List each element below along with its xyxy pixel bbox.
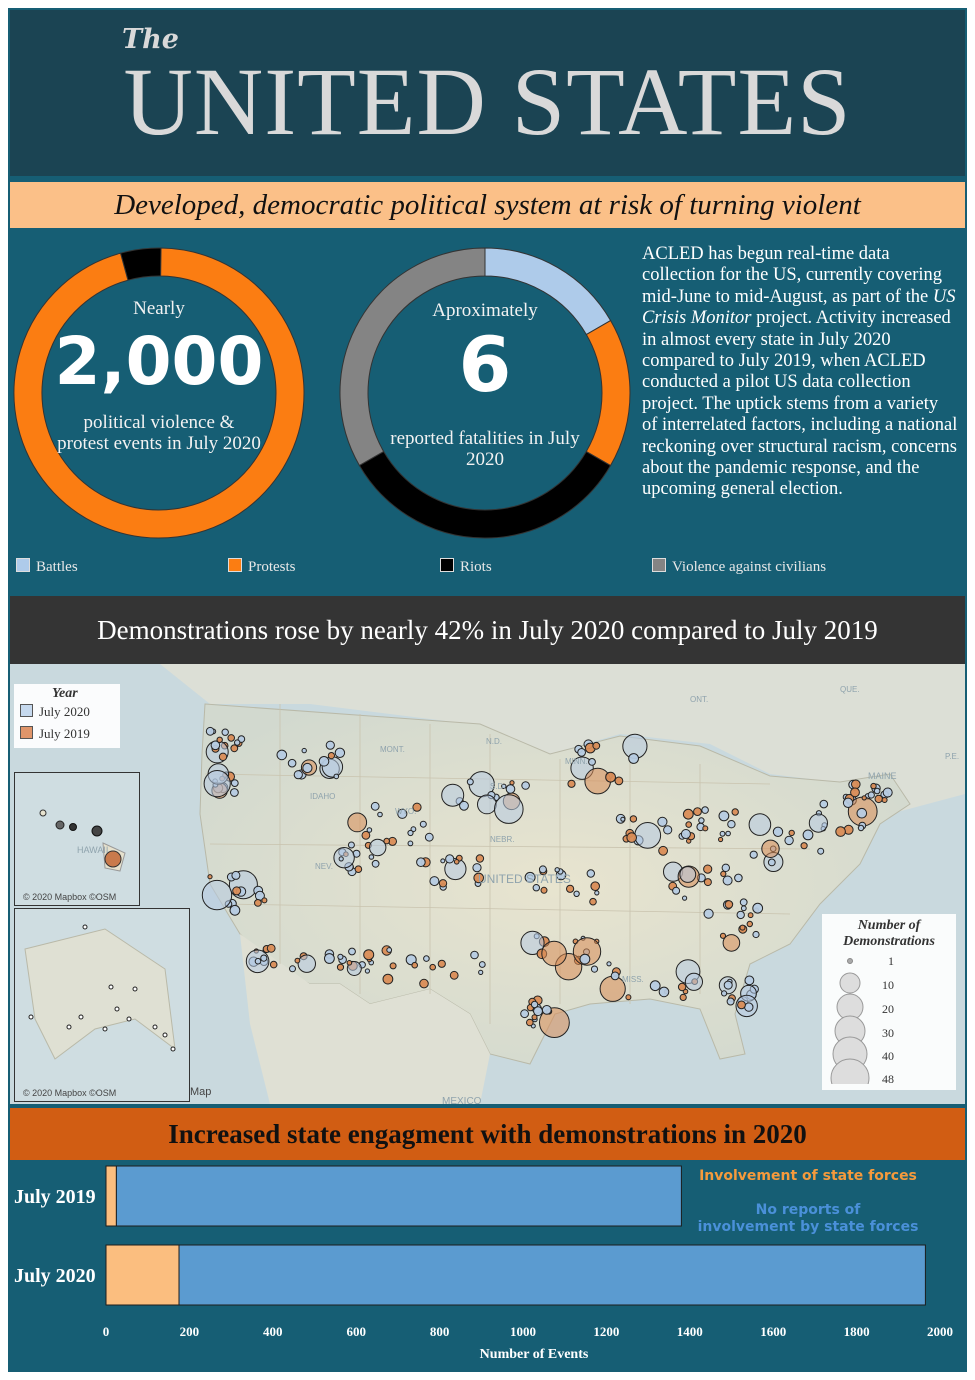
demonstration-marker — [334, 848, 354, 868]
demonstration-marker — [589, 759, 596, 766]
title-banner — [10, 10, 965, 176]
demonstration-marker — [681, 830, 690, 839]
demonstration-marker — [471, 951, 479, 959]
demonstration-marker — [683, 896, 687, 900]
legend-swatch — [16, 558, 30, 572]
demonstration-marker — [745, 1003, 753, 1011]
demonstration-marker — [740, 899, 747, 906]
demonstration-marker — [506, 785, 515, 794]
hawaii-inset[interactable] — [14, 772, 140, 906]
year-legend-title: Year — [52, 686, 78, 701]
demonstration-marker — [704, 879, 711, 886]
demonstration-marker — [510, 781, 514, 785]
demonstration-marker — [233, 887, 241, 895]
legend-riots — [440, 558, 492, 578]
demonstration-marker — [362, 831, 370, 839]
demonstration-marker — [438, 960, 445, 967]
demonstration-marker — [255, 958, 261, 964]
demonstration-marker — [231, 780, 238, 787]
alaska-inset-map — [15, 909, 189, 1101]
legend-violence — [652, 558, 826, 578]
demonstration-marker — [801, 843, 807, 849]
demonstration-marker — [326, 741, 334, 749]
demonstration-marker — [678, 983, 685, 990]
demonstration-marker — [348, 813, 367, 832]
place-label-maine: MAINE — [868, 771, 897, 781]
demonstration-marker — [277, 750, 287, 760]
demonstration-marker — [372, 860, 379, 867]
description-part-2: project. Activity increased in almost every state in July 2020 compared to July 2019, when ACLED conducted a pilot US data collection project. The uptick stems from a variety of interrelated factors, including a national reckoning over structural racism, concerns about the pandemic response, and the upcoming general election. — [642, 308, 958, 500]
description-paragraph — [642, 244, 958, 501]
demonstration-marker — [338, 954, 343, 959]
place-label-minn: MINN. — [565, 757, 588, 766]
demonstration-marker — [606, 772, 616, 782]
demonstration-marker — [441, 859, 445, 863]
demonstration-marker — [680, 994, 686, 1000]
legend-label: Violence against civilians — [672, 559, 827, 575]
demonstration-marker — [741, 906, 746, 911]
fatalities-number: 6 — [458, 320, 512, 409]
demonstration-marker — [875, 795, 882, 802]
demonstration-marker — [479, 962, 485, 968]
description-italic: US Crisis Monitor — [642, 286, 956, 329]
demonstration-marker — [762, 840, 779, 857]
year-label: July 2020 — [39, 704, 90, 719]
demonstration-marker — [337, 964, 343, 970]
demonstration-marker — [222, 729, 228, 735]
x-tick-label: 200 — [179, 1324, 200, 1339]
demonstration-marker — [728, 821, 735, 828]
size-legend-title: Number of Demonstrations — [843, 918, 935, 949]
demonstration-marker — [476, 855, 483, 862]
place-label-nev: NEV. — [315, 862, 333, 871]
x-tick-label: 1600 — [760, 1324, 787, 1339]
size-legend — [822, 914, 956, 1090]
demonstration-marker — [750, 851, 757, 858]
place-label-miss: MISS. — [622, 975, 644, 984]
subtitle: Developed, democratic political system at risk of turning violent — [114, 189, 861, 221]
demonstration-marker — [686, 822, 692, 828]
demonstration-marker — [735, 874, 743, 882]
demonstration-marker — [694, 808, 702, 816]
demonstration-marker — [621, 817, 625, 821]
demonstration-marker — [874, 788, 880, 794]
demonstration-marker — [378, 812, 383, 817]
bar-no-state-forces-july-2019 — [116, 1166, 681, 1226]
demonstration-marker — [267, 944, 275, 952]
demonstration-marker — [587, 870, 594, 877]
x-tick-label: 1800 — [843, 1324, 870, 1339]
demonstration-marker — [818, 848, 824, 854]
demonstration-marker — [425, 833, 433, 841]
demonstration-marker — [683, 809, 693, 819]
title-the: The — [122, 24, 179, 55]
demonstration-marker — [732, 809, 738, 815]
demonstration-marker — [478, 795, 497, 814]
map-label: Map — [190, 1086, 212, 1098]
demonstration-marker — [479, 970, 483, 974]
events-donut-text — [50, 298, 268, 454]
demonstration-marker — [442, 784, 464, 806]
demonstration-marker — [749, 814, 771, 836]
x-axis-label: Number of Events — [479, 1347, 589, 1362]
bar-state-forces-july-2020 — [106, 1245, 179, 1305]
demonstration-marker — [871, 783, 876, 788]
demonstration-marker — [408, 830, 413, 835]
x-tick-label: 2000 — [927, 1324, 953, 1339]
size-10: 10 — [882, 978, 894, 992]
demonstration-marker — [590, 898, 597, 905]
year-legend — [14, 684, 120, 748]
demonstration-marker — [541, 887, 547, 893]
place-label-sd: S.D. — [490, 782, 506, 791]
demonstration-marker — [747, 921, 752, 926]
demonstration-marker — [522, 782, 530, 790]
demonstration-marker — [591, 882, 600, 891]
demonstration-marker — [365, 969, 369, 973]
demonstration-marker — [231, 745, 238, 752]
demonstration-marker — [721, 871, 726, 876]
demonstration-marker — [737, 911, 744, 918]
demonstration-marker — [294, 771, 302, 779]
demonstration-marker — [328, 753, 334, 759]
demonstration-marker — [626, 995, 631, 1000]
x-tick-label: 800 — [429, 1324, 450, 1339]
demonstration-marker — [303, 763, 312, 772]
x-tick-label: 1200 — [593, 1324, 620, 1339]
demonstration-marker — [532, 1015, 537, 1020]
fatalities-donut-text — [380, 300, 590, 470]
demonstration-marker — [753, 903, 763, 913]
size-20: 20 — [882, 1002, 894, 1016]
demonstration-marker — [702, 807, 709, 814]
place-label-idaho: IDAHO — [310, 792, 336, 801]
demonstration-marker — [542, 1006, 551, 1015]
demonstration-marker — [740, 925, 745, 930]
place-label-mexico: MEXICO — [442, 1096, 482, 1104]
place-label-us: UNITED STATES — [478, 872, 571, 886]
legend-swatch — [652, 558, 666, 572]
demonstration-marker — [724, 981, 732, 989]
demonstration-marker — [726, 831, 731, 836]
bar-state-forces-july-2019 — [106, 1166, 116, 1226]
demonstration-marker — [719, 811, 729, 821]
hawaii-credit: © 2020 Mapbox ©OSM — [23, 892, 117, 902]
demonstration-marker — [820, 800, 828, 808]
demonstrations-band — [10, 596, 965, 664]
category-label: July 2019 — [14, 1186, 96, 1208]
demonstration-marker — [408, 841, 413, 846]
demonstration-marker — [339, 857, 343, 861]
demonstration-marker — [723, 935, 740, 952]
demonstration-marker — [722, 864, 729, 871]
alaska-credit: © 2020 Mapbox ©OSM — [23, 1088, 117, 1098]
place-label-nd: N.D. — [486, 737, 502, 746]
demonstration-marker — [527, 1019, 534, 1026]
x-tick-label: 400 — [263, 1324, 283, 1339]
demonstration-marker — [262, 898, 267, 903]
place-label-ont: ONT. — [690, 695, 709, 704]
demonstration-marker — [809, 814, 827, 832]
demonstration-marker — [334, 774, 339, 779]
demonstration-marker — [384, 838, 390, 844]
demonstration-marker — [773, 827, 782, 836]
demonstration-marker — [208, 875, 212, 879]
size-1: 1 — [888, 954, 894, 968]
year-swatch — [20, 726, 33, 739]
demonstration-marker — [347, 961, 352, 966]
engagement-heading: Increased state engagment with demonstrations in 2020 — [168, 1119, 807, 1149]
demonstration-marker — [685, 973, 702, 990]
demonstration-marker — [454, 860, 459, 865]
year-label: July 2019 — [39, 726, 90, 741]
demonstration-marker — [204, 771, 230, 797]
demonstration-marker — [803, 830, 813, 840]
demonstration-marker — [219, 753, 226, 760]
legend-label: Protests — [248, 559, 296, 575]
legend-no-state-forces-line1: No reports of — [755, 1202, 861, 1218]
demonstration-marker — [231, 789, 239, 797]
demonstration-marker — [217, 737, 222, 742]
demonstration-marker — [723, 876, 732, 885]
demonstration-marker — [725, 901, 733, 909]
legend-protests — [228, 558, 296, 578]
demonstration-marker — [868, 792, 874, 798]
demonstration-marker — [719, 837, 723, 841]
demonstration-marker — [298, 955, 315, 972]
size-40: 40 — [882, 1049, 894, 1063]
demonstration-marker — [295, 958, 300, 963]
events-caption: political violence & protest events in July 2020 — [57, 412, 261, 454]
place-label-nebr: NEBR. — [490, 835, 515, 844]
demonstration-marker — [851, 788, 860, 797]
subtitle-band — [10, 182, 965, 228]
demonstration-marker — [745, 976, 754, 985]
demonstration-marker — [230, 905, 240, 915]
demonstration-marker — [611, 972, 619, 980]
demonstration-marker — [228, 735, 235, 742]
demonstration-marker — [232, 871, 240, 879]
demonstration-marker — [567, 885, 574, 892]
legend-swatch — [440, 558, 454, 572]
bar-no-state-forces-july-2020 — [179, 1245, 925, 1305]
demonstration-marker — [836, 827, 846, 837]
demonstrations-map[interactable] — [10, 664, 965, 1104]
category-label: July 2020 — [14, 1265, 96, 1287]
fatalities-caption: reported fatalities in July 2020 — [390, 428, 580, 470]
place-label-pe: P.E. — [945, 752, 960, 761]
legend-no-state-forces-line2: involvement by state forces — [697, 1219, 919, 1235]
demonstration-marker — [883, 788, 892, 797]
year-swatch — [20, 704, 33, 717]
demonstration-marker — [325, 954, 335, 964]
demonstration-marker — [270, 961, 277, 968]
demonstration-marker — [302, 748, 306, 752]
demonstration-marker — [627, 833, 637, 843]
demonstration-marker — [673, 887, 680, 894]
demonstration-marker — [319, 757, 329, 767]
engagement-band — [10, 1108, 965, 1160]
demonstration-marker — [387, 948, 392, 953]
page-title: UNITED STATES — [123, 48, 852, 155]
demonstration-marker — [659, 987, 669, 997]
year-legend-2020[interactable] — [20, 704, 120, 720]
demonstration-marker — [261, 955, 267, 961]
demonstration-marker — [852, 780, 861, 789]
legend-label: Battles — [36, 559, 78, 575]
demonstration-marker — [430, 964, 436, 970]
demonstration-marker — [768, 859, 775, 866]
demonstration-marker — [235, 740, 240, 745]
demonstration-marker — [574, 891, 579, 896]
fatalities-lead: Aproximately — [432, 300, 538, 321]
demonstration-marker — [704, 865, 712, 873]
size-30: 30 — [882, 1026, 894, 1040]
x-tick-label: 600 — [346, 1324, 366, 1339]
demonstration-marker — [420, 979, 429, 988]
demonstration-marker — [369, 855, 374, 860]
x-tick-label: 1400 — [676, 1324, 703, 1339]
x-tick-label: 0 — [102, 1324, 110, 1339]
demonstration-marker — [355, 866, 362, 873]
demonstration-marker — [542, 941, 567, 966]
demonstration-marker — [629, 754, 639, 764]
demonstration-marker — [858, 825, 863, 830]
demonstration-marker — [417, 858, 426, 867]
demonstration-marker — [595, 891, 599, 895]
demonstration-marker — [658, 817, 667, 826]
state-engagement-chart — [10, 1160, 965, 1370]
demonstration-marker — [580, 954, 590, 964]
demonstration-marker — [495, 795, 524, 824]
demonstration-marker — [699, 818, 704, 823]
demonstration-marker — [531, 1001, 537, 1007]
legend-swatch — [228, 558, 242, 572]
demonstration-marker — [383, 974, 393, 984]
demonstration-marker — [862, 796, 866, 800]
demonstration-marker — [882, 798, 887, 803]
demonstration-marker — [630, 816, 636, 822]
alaska-inset[interactable] — [14, 908, 190, 1102]
demonstration-marker — [255, 900, 262, 907]
size-legend-circles — [822, 954, 956, 1084]
demonstration-marker — [467, 779, 473, 785]
demonstration-marker — [585, 768, 611, 794]
demonstration-marker — [722, 991, 727, 996]
events-lead: Nearly — [133, 298, 185, 319]
hawaii-inset-map — [15, 773, 139, 905]
demonstration-marker — [727, 998, 734, 1005]
demonstration-marker — [521, 1010, 529, 1018]
demonstration-marker — [450, 971, 458, 979]
legend-label: Riots — [460, 559, 492, 575]
demonstration-marker — [364, 950, 374, 960]
demonstration-marker — [857, 808, 867, 818]
demonstration-marker — [439, 880, 446, 887]
demonstration-marker — [206, 727, 214, 735]
demonstration-marker — [659, 846, 668, 855]
size-48: 48 — [882, 1072, 894, 1086]
year-legend-2019[interactable] — [20, 726, 120, 742]
demonstration-marker — [843, 798, 852, 807]
demonstration-marker — [335, 748, 344, 757]
demonstration-marker — [290, 966, 296, 972]
demonstration-marker — [202, 880, 231, 909]
demonstration-marker — [568, 780, 575, 787]
demonstration-marker — [615, 777, 623, 785]
demonstration-marker — [785, 836, 793, 844]
place-label-que: QUE. — [840, 685, 860, 694]
demonstration-marker — [635, 823, 661, 849]
demonstration-marker — [288, 759, 296, 767]
demonstration-marker — [591, 966, 597, 972]
demonstration-marker — [650, 981, 660, 991]
demonstrations-heading: Demonstrations rose by nearly 42% in July 2020 compared to July 2019 — [97, 615, 878, 645]
demonstration-marker — [748, 913, 753, 918]
description-part-1: ACLED has begun real-time data collection for the US, currently covering mid-June to mid-August, as part of the — [642, 244, 943, 307]
demonstration-marker — [349, 948, 356, 955]
legend-battles — [16, 558, 78, 578]
demonstration-marker — [704, 909, 713, 918]
place-label-hawaii: HAWAII — [77, 845, 109, 855]
demonstration-marker — [390, 963, 396, 969]
demonstration-marker — [473, 864, 481, 872]
demonstration-marker — [664, 826, 672, 834]
place-label-wyo: WYO. — [395, 807, 417, 816]
x-tick-label: 1000 — [510, 1324, 536, 1339]
demonstration-marker — [607, 962, 611, 966]
demonstration-marker — [371, 802, 379, 810]
demonstration-marker — [370, 839, 386, 855]
demonstration-marker — [424, 956, 430, 962]
demonstration-marker — [680, 867, 696, 883]
demonstration-marker — [703, 826, 708, 831]
demonstration-marker — [420, 821, 426, 827]
demonstration-marker — [446, 855, 454, 863]
demonstration-marker — [412, 962, 418, 968]
demonstration-marker — [348, 842, 354, 848]
demonstration-marker — [738, 1001, 746, 1009]
events-number: 2,000 — [54, 323, 264, 400]
place-label-mont: MONT. — [380, 745, 405, 754]
demonstration-marker — [789, 830, 794, 835]
legend-state-forces: Involvement of state forces — [699, 1168, 917, 1184]
demonstration-marker — [753, 931, 759, 937]
demonstration-marker — [720, 831, 725, 836]
demonstration-marker — [430, 877, 439, 886]
demonstration-marker — [593, 742, 600, 749]
demonstration-marker — [578, 749, 586, 757]
